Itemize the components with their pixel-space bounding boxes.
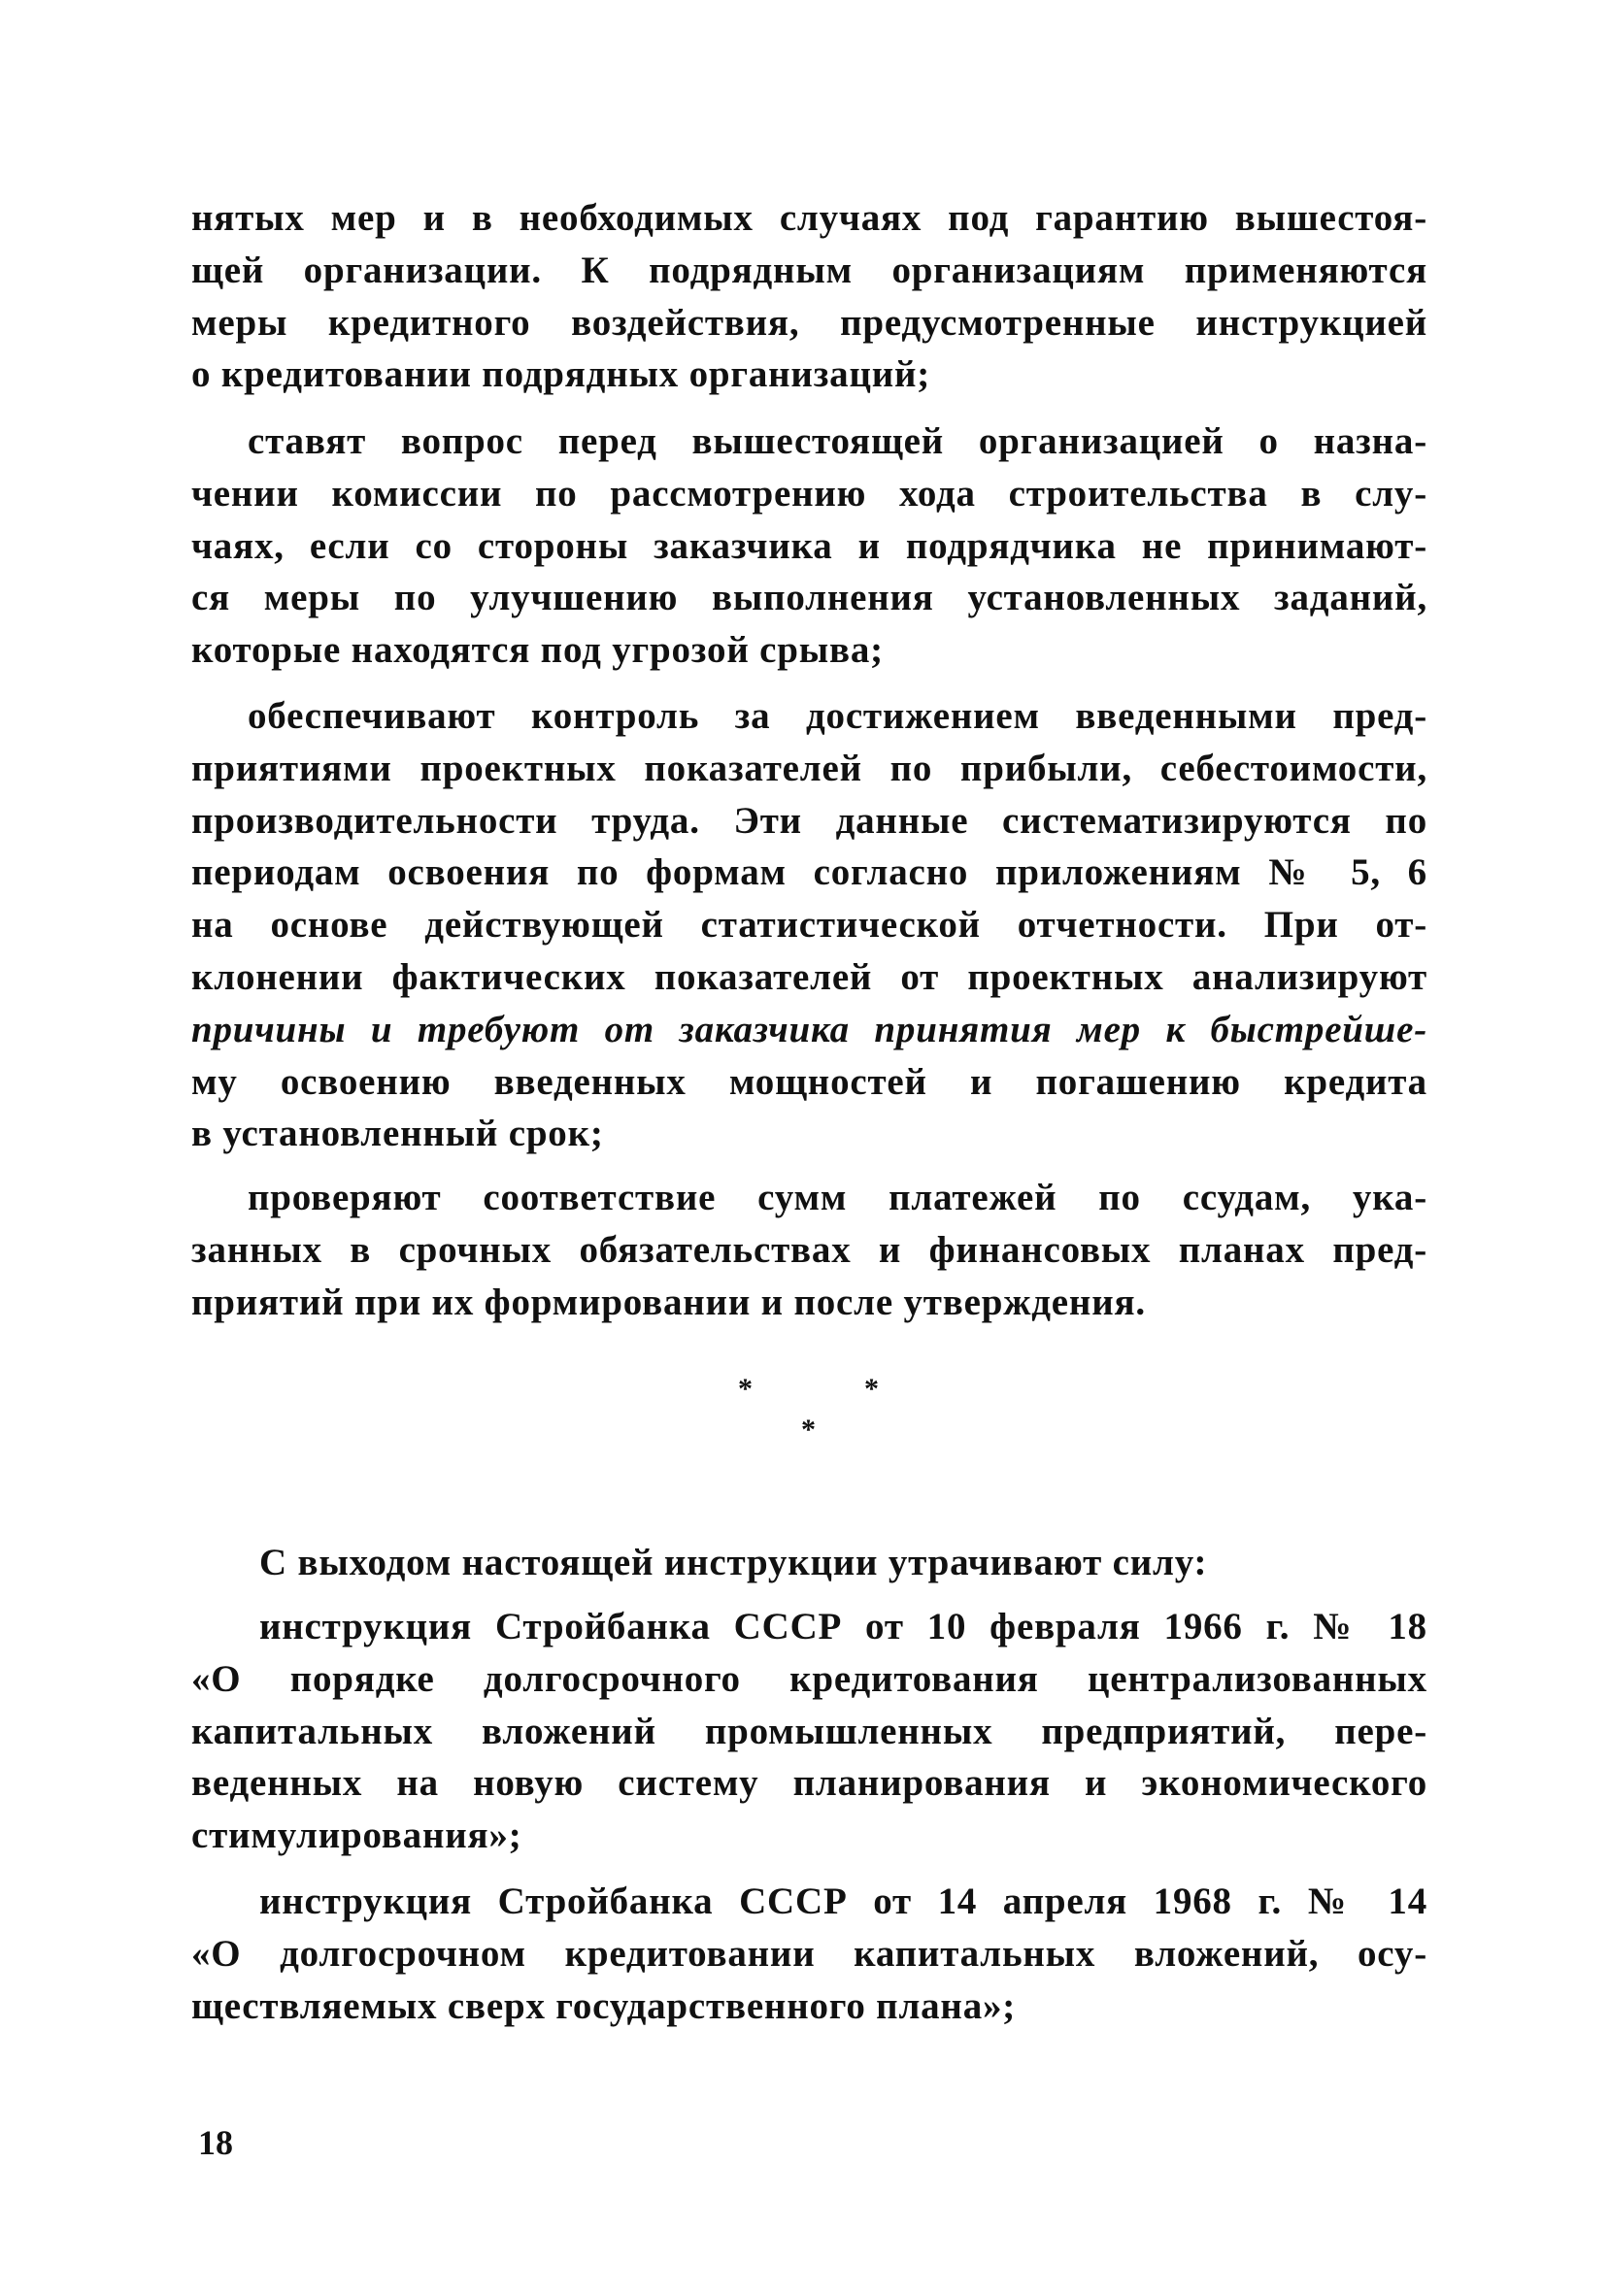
text-line: инструкция Стройбанка СССР от 10 февраля 1966 г. № 18 bbox=[259, 1606, 1427, 1647]
text-line: «О долгосрочном кредитовании капитальных вложений, осу- bbox=[191, 1932, 1427, 1975]
text-line: приятиями проектных показателей по прибыли, себестоимости, bbox=[191, 747, 1427, 789]
page-number: 18 bbox=[198, 2123, 233, 2162]
paragraph-6 bbox=[191, 1601, 1427, 1862]
text-line: производительности труда. Эти данные систематизируются по bbox=[191, 799, 1427, 842]
text-line: чаях, если со стороны заказчика и подрядчика не принимают- bbox=[191, 524, 1427, 567]
paragraph-7 bbox=[191, 1876, 1427, 2032]
paragraph-2 bbox=[191, 416, 1427, 677]
text-line: о кредитовании подрядных организаций; bbox=[191, 353, 931, 396]
text-line: ставят вопрос перед вышестоящей организацией о назна- bbox=[248, 420, 1427, 462]
text-line: веденных на новую систему планирования и экономического bbox=[191, 1762, 1427, 1805]
text-line: в установленный срок; bbox=[191, 1113, 604, 1155]
text-line: «О порядке долгосрочного кредитования централизованных bbox=[191, 1657, 1427, 1700]
text-line: периодам освоения по формам согласно приложениям № 5, 6 bbox=[191, 851, 1427, 894]
text-line: на основе действующей статистической отчетности. При от- bbox=[191, 904, 1427, 947]
text-line: С выходом настоящей инструкции утрачивают силу: bbox=[259, 1542, 1208, 1583]
text-line: чении комиссии по рассмотрению хода строительства в слу- bbox=[191, 472, 1427, 515]
asterisk-icon: * bbox=[864, 1373, 879, 1405]
text-line: нятых мер и в необходимых случаях под гарантию вышестоя- bbox=[191, 197, 1427, 239]
text-line: обеспечивают контроль за достижением введенными пред- bbox=[248, 695, 1427, 737]
text-line: му освоению введенных мощностей и погашению кредита bbox=[191, 1060, 1427, 1103]
paragraph-4 bbox=[191, 1172, 1427, 1328]
text-line: приятий при их формировании и после утверждения. bbox=[191, 1281, 1146, 1323]
text-line: ществляемых сверх государственного плана»; bbox=[191, 1984, 1017, 2027]
text-line: щей организации. К подрядным организациям применяются bbox=[191, 249, 1427, 291]
text-line: меры кредитного воздействия, предусмотренные инструкцией bbox=[191, 301, 1427, 344]
text-line: причины и требуют от заказчика принятия мер к быстрейше- bbox=[191, 1008, 1427, 1050]
text-line: ся меры по улучшению выполнения установленных заданий, bbox=[191, 577, 1427, 619]
text-line: капитальных вложений промышленных предприятий, пере- bbox=[191, 1710, 1427, 1752]
text-line: клонении фактических показателей от проектных анализируют bbox=[191, 955, 1427, 998]
paragraph-1 bbox=[191, 192, 1427, 401]
text-line: проверяют соответствие сумм платежей по ссудам, ука- bbox=[248, 1177, 1427, 1218]
text-line: инструкция Стройбанка СССР от 14 апреля 1968 г. № 14 bbox=[259, 1880, 1427, 1922]
text-line: стимулирования»; bbox=[191, 1814, 522, 1857]
paragraph-5 bbox=[191, 1537, 1427, 1589]
text-line: занных в срочных обязательствах и финансовых планах пред- bbox=[191, 1228, 1427, 1271]
section-ornament bbox=[719, 1369, 893, 1447]
asterisk-icon: * bbox=[738, 1373, 753, 1405]
asterisk-icon: * bbox=[801, 1414, 816, 1446]
text-line: которые находятся под угрозой срыва; bbox=[191, 629, 884, 672]
paragraph-3 bbox=[191, 690, 1427, 1160]
